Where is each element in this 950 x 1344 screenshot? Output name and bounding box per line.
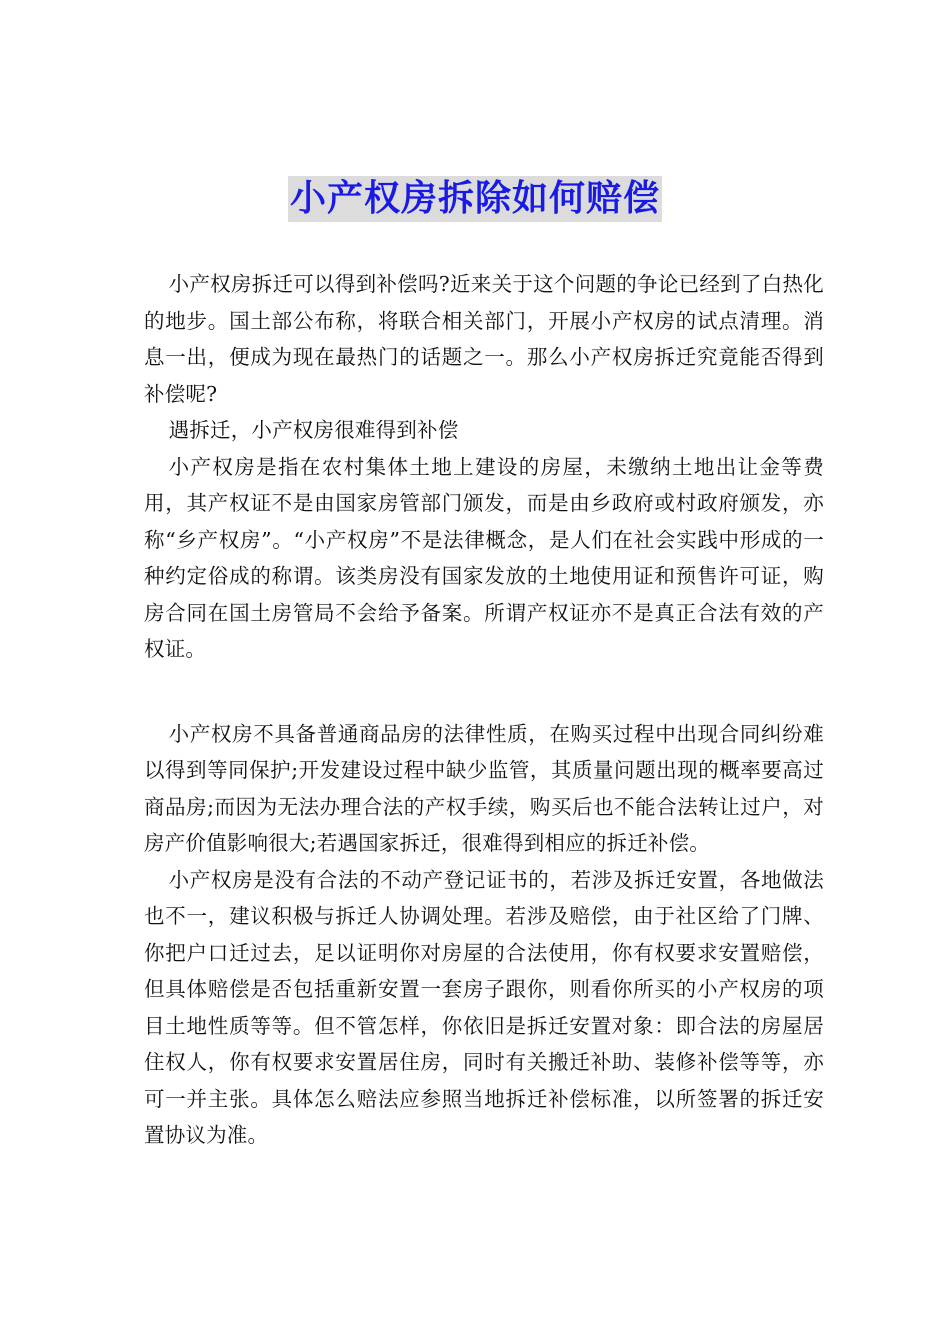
title-container bbox=[0, 176, 950, 222]
document-body bbox=[144, 266, 824, 1154]
paragraph-legal-nature: 小产权房不具备普通商品房的法律性质，在购买过程中出现合同纠纷难以得到等同保护;开发建设过程中缺少监管，其质量问题出现的概率要高过商品房;而因为无法办理合法的产权手续，购买后也不能合法转让过户，对房产价值影响很大;若遇国家拆迁，很难得到相应的拆迁补偿。 bbox=[144, 721, 824, 855]
paragraph-subheading: 遇拆迁，小产权房很难得到补偿 bbox=[168, 418, 459, 442]
document-title: 小产权房拆除如何赔偿 bbox=[288, 176, 662, 222]
paragraph-compensation: 小产权房是没有合法的不动产登记证书的，若涉及拆迁安置，各地做法也不一，建议积极与拆迁人协调处理。若涉及赔偿，由于社区给了门牌、你把户口迁过去，足以证明你对房屋的合法使用，你有权要求安置赔偿，但具体赔偿是否包括重新安置一套房子跟你，则看你所买的小产权房的项目土地性质等等。但不管怎样，你依旧是拆迁安置对象：即合法的房屋居住权人，你有权要求安置居住房，同时有关搬迁补助、装修补偿等等，亦可一并主张。具体怎么赔法应参照当地拆迁补偿标准，以所签署的拆迁安置协议为准。 bbox=[144, 867, 824, 1147]
paragraph-intro: 小产权房拆迁可以得到补偿吗?近来关于这个问题的争论已经到了白热化的地步。国土部公布称，将联合相关部门，开展小产权房的试点清理。消息一出，便成为现在最热门的话题之一。那么小产权房拆迁究竟能否得到补偿呢? bbox=[144, 272, 824, 406]
paragraph-definition: 小产权房是指在农村集体土地上建设的房屋，未缴纳土地出让金等费用，其产权证不是由国家房管部门颁发，而是由乡政府或村政府颁发，亦称“乡产权房”。“小产权房”不是法律概念，是人们在社会实践中形成的一种约定俗成的称谓。该类房没有国家发放的土地使用证和预售许可证，购房合同在国土房管局不会给予备案。所谓产权证亦不是真正合法有效的产权证。 bbox=[144, 454, 824, 661]
